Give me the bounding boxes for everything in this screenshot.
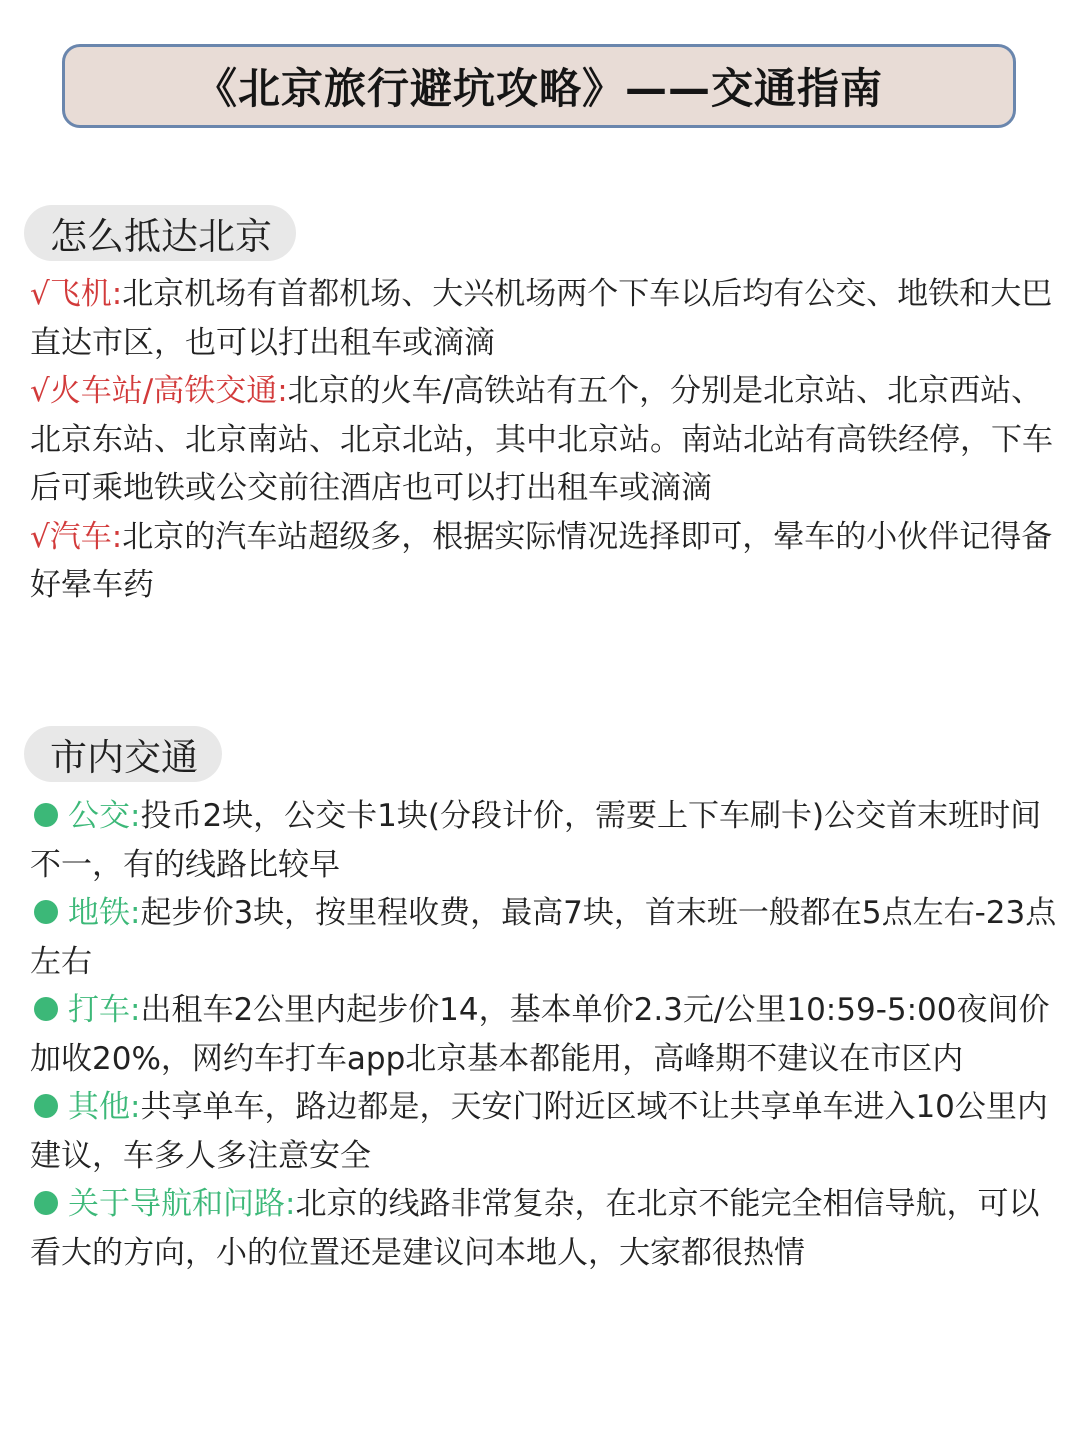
item-label: 地铁: — [68, 895, 141, 931]
section-arrival-content — [30, 270, 1060, 610]
item-text: 出租车2公里内起步价14，基本单价2.3元/公里10:59-5:00夜间价加收20%，网约车打车app北京基本都能用，高峰期不建议在市区内 — [30, 992, 1050, 1077]
item-label: 火车站/高铁交通: — [49, 373, 288, 409]
item-text: 北京机场有首都机场、大兴机场两个下车以后均有公交、地铁和大巴直达市区，也可以打出租车或滴滴 — [30, 276, 1053, 361]
item-label: 飞机: — [49, 276, 123, 312]
check-icon: √ — [30, 518, 50, 555]
list-item-subway — [30, 889, 1060, 986]
list-item-bus-station — [30, 513, 1060, 610]
page-title: 《北京旅行避坑攻略》——交通指南 — [194, 64, 883, 113]
green-dot-icon — [34, 1094, 58, 1118]
section-city-transport-content — [30, 792, 1060, 1277]
item-label: 其他: — [68, 1089, 141, 1125]
item-text: 共享单车，路边都是，天安门附近区域不让共享单车进入10公里内建议，车多人多注意安全 — [30, 1089, 1048, 1174]
check-icon: √ — [30, 276, 50, 312]
list-item-other — [30, 1083, 1060, 1180]
list-item-plane — [30, 270, 1060, 367]
item-label: 关于导航和问路: — [68, 1186, 296, 1222]
green-dot-icon — [34, 803, 58, 827]
item-text: 北京的汽车站超级多，根据实际情况选择即可，晕车的小伙伴记得备好晕车药 — [30, 518, 1053, 603]
item-text: 起步价3块，按里程收费，最高7块，首末班一般都在5点左右-23点左右 — [30, 895, 1057, 980]
item-label: 汽车: — [49, 518, 123, 555]
section-heading-arrival: 怎么抵达北京 — [24, 205, 296, 261]
item-text: 北京的线路非常复杂，在北京不能完全相信导航，可以看大的方向，小的位置还是建议问本地人，大家都很热情 — [30, 1186, 1040, 1271]
title-banner — [62, 44, 1016, 128]
list-item-train — [30, 367, 1060, 513]
check-icon: √ — [30, 373, 50, 409]
list-item-navigation — [30, 1180, 1060, 1277]
green-dot-icon — [34, 997, 58, 1021]
green-dot-icon — [34, 900, 58, 924]
item-label: 打车: — [68, 992, 141, 1028]
item-text: 北京的火车/高铁站有五个，分别是北京站、北京西站、北京东站、北京南站、北京北站，其中北京站。南站北站有高铁经停，下车后可乘地铁或公交前往酒店也可以打出租车或滴滴 — [30, 373, 1053, 506]
section-heading-city-transport: 市内交通 — [24, 726, 222, 782]
list-item-bus — [30, 792, 1060, 889]
item-text: 投币2块，公交卡1块(分段计价，需要上下车刷卡)公交首末班时间不一，有的线路比较早 — [30, 798, 1042, 883]
item-label: 公交: — [68, 798, 141, 834]
green-dot-icon — [34, 1191, 58, 1215]
list-item-taxi — [30, 986, 1060, 1083]
